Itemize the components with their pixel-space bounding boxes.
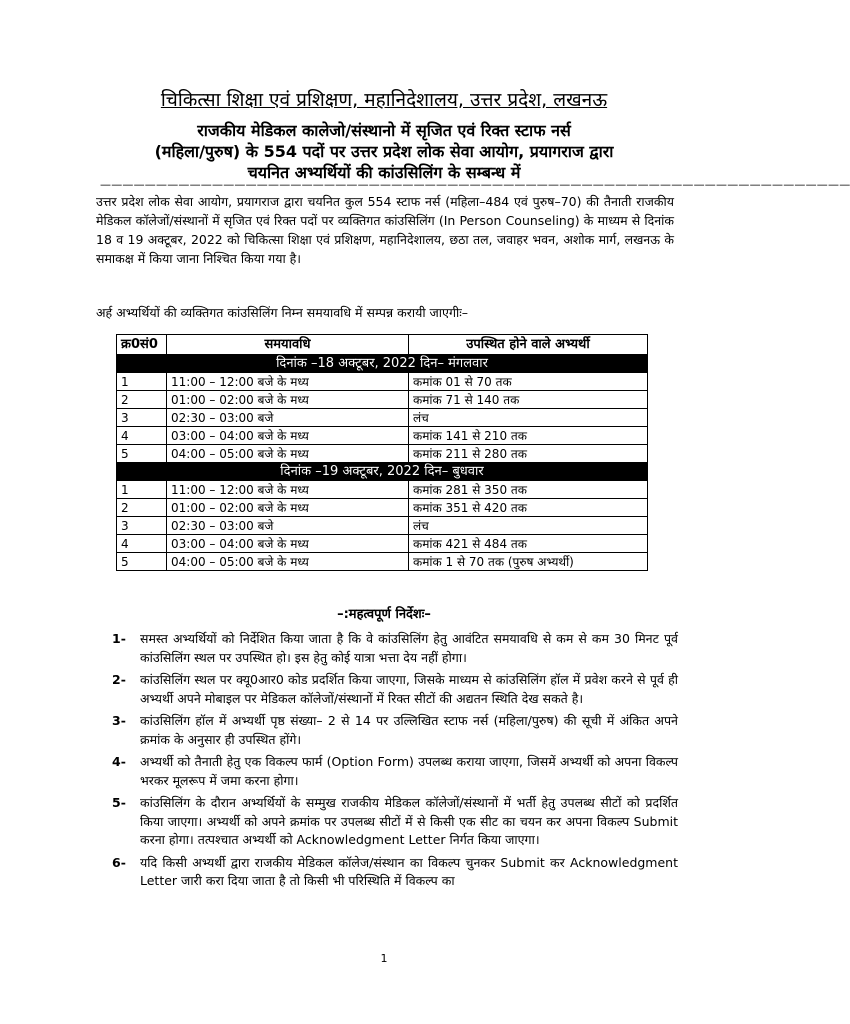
time-cell: 04:00 – 05:00 बजे के मध्य	[167, 445, 409, 463]
serial-cell: 2	[117, 499, 167, 517]
candidates-cell: लंच	[409, 517, 648, 535]
time-cell: 02:30 – 03:00 बजे	[167, 517, 409, 535]
serial-cell: 4	[117, 427, 167, 445]
serial-cell: 2	[117, 391, 167, 409]
time-cell: 11:00 – 12:00 बजे के मध्य	[167, 481, 409, 499]
time-cell: 03:00 – 04:00 बजे के मध्य	[167, 427, 409, 445]
candidates-cell: कमांक 281 से 350 तक	[409, 481, 648, 499]
time-cell: 01:00 – 02:00 बजे के मध्य	[167, 391, 409, 409]
candidates-cell: कमांक 141 से 210 तक	[409, 427, 648, 445]
table-header-row	[117, 335, 648, 355]
subject-line-3: चयनित अभ्यर्थियों की कांउसिलिंग के सम्बन्ध में	[247, 163, 521, 182]
table-row	[117, 373, 648, 391]
time-cell: 04:00 – 05:00 बजे के मध्य	[167, 553, 409, 571]
table-row	[117, 427, 648, 445]
table-row	[117, 409, 648, 427]
time-cell: 02:30 – 03:00 बजे	[167, 409, 409, 427]
table-row	[117, 553, 648, 571]
document-subject	[96, 120, 672, 183]
day-1-label: दिनांक –18 अक्टूबर, 2022 दिन– मंगलवार	[117, 355, 648, 373]
candidates-cell: कमांक 351 से 420 तक	[409, 499, 648, 517]
separator-line: ———————————————————————————————————————————————————————————————————	[100, 178, 850, 191]
list-item	[112, 794, 678, 850]
item-text: कांउसिलिंग के दौरान अभ्यर्थियों के सम्मुख राजकीय मेडिकल कॉलेजों/संस्थानों में भर्ती हेतु उपलब्ध सीटों को प्रदर्शित किया जाएगा। अभ्यर्थी को अपने क्रमांक पर उपलब्ध सीटों में से किसी एक सीट का चयन कर अपना विकल्प Submit करना होगा। तत्पश्चात अभ्यर्थी को Acknowledgment Letter निर्गत किया जाएगा।	[140, 795, 678, 847]
table-row	[117, 499, 648, 517]
table-row	[117, 481, 648, 499]
header-serial: क्र0सं0	[117, 335, 167, 355]
candidates-cell: कमांक 211 से 280 तक	[409, 445, 648, 463]
item-text: समस्त अभ्यर्थियों को निर्देशित किया जाता है कि वे कांउसिलिंग हेतु आवंटित समयावधि से कम से कम 30 मिनट पूर्व कांउसिलिंग स्थल पर उपस्थित हो। इस हेतु कोई यात्रा भत्ता देय नहीं होगा।	[140, 631, 678, 665]
item-number: 4-	[112, 754, 126, 769]
intro-paragraph: उत्तर प्रदेश लोक सेवा आयोग, प्रयागराज द्वारा चयनित कुल 554 स्टाफ नर्स (महिला–484 एवं पुरुष–70) की तैनाती राजकीय मेडिकल कॉलेजों/संस्थानों में सृजित एवं रिक्त पदों पर व्यक्तिगत कांउसिलिंग (In Person Counseling) के माध्यम से दिनांक 18 व 19 अक्टूबर, 2022 को चिकित्सा शिक्षा एवं प्रशिक्षण, महानिदेशालय, छठा तल, जवाहर भवन, अशोक मार्ग, लखनऊ के समाकक्ष में किया जाना निश्चित किया गया है।	[96, 194, 674, 266]
header-time: समयावधि	[167, 335, 409, 355]
day-2-label: दिनांक –19 अक्टूबर, 2022 दिन– बुधवार	[117, 463, 648, 481]
list-item	[112, 854, 678, 891]
time-cell: 11:00 – 12:00 बजे के मध्य	[167, 373, 409, 391]
item-text: कांउसिलिंग हॉल में अभ्यर्थी पृष्ठ संख्या– 2 से 14 पर उल्लिखित स्टाफ नर्स (महिला/पुरुष) की सूची में अंकित अपने क्रमांक के अनुसार ही उपस्थित होंगे।	[140, 713, 678, 747]
page-title: चिकित्सा शिक्षा एवं प्रशिक्षण, महानिदेशालय, उत्तर प्रदेश, लखनऊ	[160, 89, 608, 111]
instructions-list	[112, 630, 678, 895]
candidates-cell: कमांक 421 से 484 तक	[409, 535, 648, 553]
table-row	[117, 445, 648, 463]
table-row	[117, 517, 648, 535]
candidates-cell: कमांक 01 से 70 तक	[409, 373, 648, 391]
subject-line-1: राजकीय मेडिकल कालेजो/संस्थानो में सृजित एवं रिक्त स्टाफ नर्स	[197, 121, 571, 140]
serial-cell: 3	[117, 517, 167, 535]
table-row	[117, 535, 648, 553]
list-item	[112, 712, 678, 749]
list-item	[112, 671, 678, 708]
item-number: 6-	[112, 854, 126, 870]
serial-cell: 4	[117, 535, 167, 553]
list-item	[112, 630, 678, 667]
time-cell: 01:00 – 02:00 बजे के मध्य	[167, 499, 409, 517]
candidates-cell: कमांक 71 से 140 तक	[409, 391, 648, 409]
item-number: 3-	[112, 713, 126, 728]
instructions-heading: –:महत्वपूर्ण निर्देशः–	[337, 607, 431, 622]
subject-line-2: (महिला/पुरुष) के 554 पदों पर उत्तर प्रदेश लोक सेवा आयोग, प्रयागराज द्वारा	[154, 142, 614, 161]
time-cell: 03:00 – 04:00 बजे के मध्य	[167, 535, 409, 553]
counselling-schedule-table	[116, 334, 648, 571]
day-2-band	[117, 463, 648, 481]
serial-cell: 1	[117, 373, 167, 391]
item-text: कांउसिलिंग स्थल पर क्यू0आर0 कोड प्रदर्शित किया जाएगा, जिसके माध्यम से कांउसिलिंग हॉल में प्रवेश करने से पूर्व ही अभ्यर्थी अपने मोबाइल पर मेडिकल कॉलेजों/संस्थानों में रिक्त सीटों की अद्यतन स्थिति देख सकते है।	[140, 672, 678, 706]
serial-cell: 1	[117, 481, 167, 499]
table-row	[117, 391, 648, 409]
candidates-cell: लंच	[409, 409, 648, 427]
schedule-lead-text: अर्ह अभ्यर्थियों की व्यक्तिगत कांउसिलिंग निम्न समयावधि में सम्पन्न करायी जाएगीः–	[96, 305, 469, 320]
page-number: 1	[380, 952, 388, 965]
day-1-band	[117, 355, 648, 373]
item-number: 2-	[112, 672, 126, 687]
item-text: यदि किसी अभ्यर्थी द्वारा राजकीय मेडिकल कॉलेज/संस्थान का विकल्प चुनकर Submit कर Acknowledgment Letter जारी करा दिया जाता है तो किसी भी परिस्थिति में विकल्प का	[140, 854, 678, 888]
list-item	[112, 753, 678, 790]
item-number: 1-	[112, 631, 126, 646]
candidates-cell: कमांक 1 से 70 तक (पुरुष अभ्यर्थी)	[409, 553, 648, 571]
item-number: 5-	[112, 795, 126, 810]
header-candidates: उपस्थित होने वाले अभ्यर्थी	[409, 335, 648, 355]
serial-cell: 5	[117, 445, 167, 463]
serial-cell: 3	[117, 409, 167, 427]
serial-cell: 5	[117, 553, 167, 571]
item-text: अभ्यर्थी को तैनाती हेतु एक विकल्प फार्म (Option Form) उपलब्ध कराया जाएगा, जिसमें अभ्यर्थी को अपना विकल्प भरकर मूलरूप में जमा करना होगा।	[140, 754, 678, 788]
